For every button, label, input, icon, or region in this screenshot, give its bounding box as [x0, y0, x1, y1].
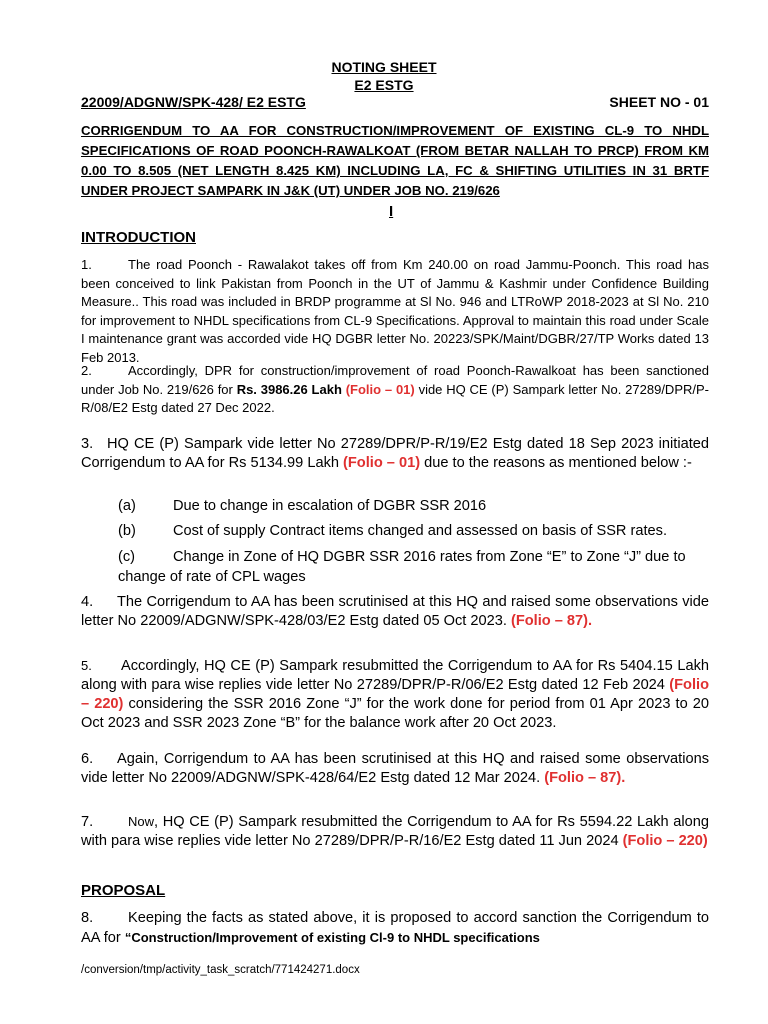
paragraph-text: , HQ CE (P) Sampark resubmitted the Corrigendum to AA for Rs 5594.22 Lakh along with para wise replies vide letter No 27289/DPR/P-R/16/E2 Estg dated 11 Jun 2024 [81, 814, 709, 849]
paragraph-number: 8. [81, 910, 94, 926]
section-mark: I [389, 203, 394, 220]
proposal-heading: PROPOSAL [81, 882, 166, 899]
paragraph-text: The Corrigendum to AA has been scrutinised at this HQ and raised some observations vide letter No 22009/ADGNW/SPK-428/03/E2 Estg dated 05 Oct 2023. [81, 594, 709, 629]
paragraph-4 [81, 593, 709, 631]
paragraph-number: 5. [81, 658, 92, 673]
file-reference-line [81, 95, 709, 110]
reason-label: (b) [118, 523, 136, 539]
paragraph-1 [81, 256, 709, 367]
paragraph-text: Keeping the facts as stated above, it is proposed to accord sanction the Corrigendum to AA for [81, 910, 709, 946]
reason-text: Due to change in escalation of DGBR SSR 2016 [173, 498, 487, 514]
paragraph-text: Accordingly, HQ CE (P) Sampark resubmitted the Corrigendum to AA for Rs 5404.15 Lakh along with para wise replies vide letter No 27289/DPR/P-R/06/E2 Estg dated 12 Feb 2024 [81, 658, 709, 693]
paragraph-text: considering the SSR 2016 Zone “J” for the work done for period from 01 Apr 2023 to 20 Oct 2023 and SSR 2023 Zone “B” for the balance work after 20 Oct 2023. [81, 696, 710, 731]
paragraph-5 [81, 656, 709, 733]
folio-reference: (Folio – 01) [343, 455, 421, 471]
paragraph-text: Again, Corrigendum to AA has been scrutinised at this HQ and raised some observations vide letter No 22009/ADGNW/SPK-428/64/E2 Estg dated 12 Mar 2024. [81, 751, 709, 786]
introduction-heading: INTRODUCTION [81, 229, 196, 246]
paragraph-text: The road Poonch - Rawalakot takes off from Km 240.00 on road Jammu-Poonch. This road has been conceived to link Pakistan from Poonch in the UT of Jammu & Kashmir under Confidence Building Measure.. This road was included in BRDP programme at Sl No. 946 and LTRoWP 2018-2023 at Sl No. 210 for improvement to NHDL specifications from CL-9 Specifications. Approval to maintain this road under Scale I maintenance grant was accorded vide HQ DGBR letter No. 20223/SPK/Maint/DGBR/27/TP Works dated 13 Feb 2013. [81, 257, 709, 365]
paragraph-number: 3. [81, 436, 94, 452]
reason-item-a [118, 497, 709, 517]
folio-reference: (Folio – 01) [345, 381, 415, 397]
paragraph-text: Now [128, 814, 155, 829]
paragraph-number: 4. [81, 594, 94, 610]
paragraph-number: 7. [81, 814, 94, 830]
reason-text: Change in Zone of HQ DGBR SSR 2016 rates from Zone “E” to Zone “J” due to change of rate of CPL wages [118, 549, 686, 585]
paragraph-text: due to the reasons as mentioned below :- [420, 455, 692, 471]
folio-reference: (Folio – 87). [544, 770, 626, 786]
paragraph-text: vide HQ CE (P) Sampark letter No. 27289/DPR/P-R/08/E2 Estg dated 27 Dec 2022. [81, 381, 709, 415]
sanction-amount: Rs. 3986.26 Lakh [236, 381, 342, 397]
reason-item-b [118, 522, 709, 542]
paragraph-6 [81, 750, 709, 788]
paragraph-7 [81, 812, 709, 851]
sheet-number: SHEET NO - 01 [609, 94, 709, 110]
paragraph-text: Accordingly, DPR for construction/improvement of road Poonch-Rawalkoat has been sanctioned under Job No. 219/626 for [81, 363, 709, 397]
folio-reference: (Folio – 220) [622, 833, 708, 849]
reason-text: Cost of supply Contract items changed and assessed on basis of SSR rates. [173, 523, 668, 539]
footer-file-path: /conversion/tmp/activity_task_scratch/771424271.docx [81, 964, 360, 976]
paragraph-text: HQ CE (P) Sampark vide letter No 27289/DPR/P-R/19/E2 Estg dated 18 Sep 2023 initiated Corrigendum to AA for Rs 5134.99 Lakh [81, 436, 709, 471]
paragraph-8 [81, 909, 709, 948]
work-title: “Construction/Improvement of existing Cl-9 to NHDL specifications [124, 930, 540, 945]
folio-reference: (Folio – 87). [510, 613, 593, 629]
file-reference: 22009/ADGNW/SPK-428/ E2 ESTG [81, 94, 306, 110]
paragraph-number: 1. [81, 257, 92, 272]
subject-heading: CORRIGENDUM TO AA FOR CONSTRUCTION/IMPROVEMENT OF EXISTING CL-9 TO NHDL SPECIFICATIONS OF ROAD POONCH-RAWALKOAT (FROM BETAR NALLAH TO PRCP) FROM KM 0.00 TO 8.505 (NET LENGTH 8.425 KM) INCLUDING LA, FC & SHIFTING UTILITIES IN 31 BRTF UNDER PROJECT SAMPARK IN J&K (UT) UNDER JOB NO. 219/626 [81, 123, 709, 198]
reason-item-c [118, 548, 709, 587]
page-subtitle: E2 ESTG [354, 77, 414, 93]
paragraph-3 [81, 435, 709, 473]
reason-label: (c) [118, 549, 136, 565]
paragraph-number: 6. [81, 751, 94, 767]
page-title: NOTING SHEET [331, 59, 437, 75]
reason-label: (a) [118, 498, 136, 514]
folio-reference: (Folio – 220) [81, 677, 709, 712]
paragraph-number: 2. [81, 363, 92, 378]
paragraph-2 [81, 362, 709, 418]
